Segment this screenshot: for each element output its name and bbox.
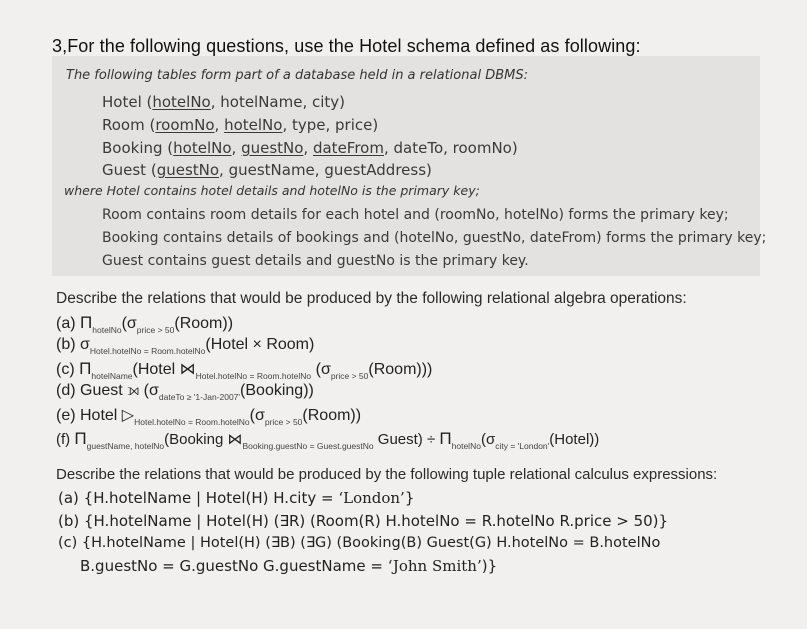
algebra-e: (e) Hotel $▷_{Hotel.hotelNo = Room.hotelNo}(\sigma_{price > 50}(Room))$ xyxy=(56,407,362,427)
key-guestNo: guestNo xyxy=(156,161,220,179)
pi-symbol: Π xyxy=(79,359,92,378)
algebra-f: (f) $\Pi_{guestName, hotelNo}(Booking$ $⋈_{Booking.guestNo = Guest.guestNo}$ Guest) ÷ $\Pi_{hotelNo}(\sigma_{city = 'London'}(Hotel))$ xyxy=(56,429,600,451)
calculus-c-line1: (c) {H.hotelName | Hotel(H) (∃B) (∃G) (Booking(B) Guest(G) H.hotelNo = B.hotelNo xyxy=(58,535,661,551)
sigma-symbol: σ xyxy=(80,336,90,353)
question-title: 3,For the following questions, use the Hotel schema defined as following: xyxy=(52,36,641,56)
sigma-symbol: σ xyxy=(254,407,265,424)
pi-symbol: Π xyxy=(74,429,87,448)
calculus-b: (b) {H.hotelName | Hotel(H) (∃R) (Room(R) H.hotelNo = R.hotelNo R.price > 50)} xyxy=(58,512,669,530)
relation-room: Room (roomNo, hotelNo, type, price) xyxy=(102,116,379,134)
pi-symbol: Π xyxy=(80,313,93,332)
relation-hotel: Hotel (hotelNo, hotelName, city) xyxy=(102,93,346,111)
sigma-symbol: σ xyxy=(320,361,331,378)
algebra-b: (b) $\sigma_{Hotel.hotelNo = Room.hotelNo}(Hotel$ × Room) xyxy=(56,336,315,356)
key-roomNo: roomNo xyxy=(155,116,215,134)
calculus-heading: Describe the relations that would be produced by the following tuple relational calculus expressions: xyxy=(56,466,718,483)
pi-symbol: Π xyxy=(439,429,452,448)
desc-guest: Guest contains guest details and guestNo is the primary key. xyxy=(102,253,529,269)
sigma-symbol: σ xyxy=(126,315,137,332)
schema-where: where Hotel contains hotel details and hotelNo is the primary key; xyxy=(64,183,480,198)
relation-booking: Booking (hotelNo, guestNo, dateFrom, dateTo, roomNo) xyxy=(102,139,518,157)
key-booking-guestNo: guestNo xyxy=(241,139,304,157)
calculus-c-line2: B.guestNo = G.guestNo G.guestName = ‘John Smith’)} xyxy=(80,557,498,575)
relation-guest: Guest (guestNo, guestName, guestAddress) xyxy=(102,161,432,179)
key-room-hotelNo: hotelNo xyxy=(224,116,283,134)
sigma-symbol: σ xyxy=(149,382,159,399)
algebra-heading: Describe the relations that would be produced by the following relational algebra operations: xyxy=(56,290,687,307)
key-booking-dateFrom: dateFrom xyxy=(312,139,384,157)
schema-intro: The following tables form part of a database held in a relational DBMS: xyxy=(66,68,528,83)
calculus-a: (a) {H.hotelName | Hotel(H) H.city = ‘London’} xyxy=(58,489,415,507)
sigma-symbol: σ xyxy=(485,431,496,448)
key-booking-hotelNo: hotelNo xyxy=(173,139,232,157)
algebra-a: (a) $\Pi_{hotelNo}(\sigma_{price > 50}(Room))$ xyxy=(56,313,234,335)
key-hotelNo: hotelNo xyxy=(152,93,211,111)
algebra-d: (d) Guest ⟕ $(\sigma_{dateTo \ge '1-Jan-2007'}(Booking))$ xyxy=(56,382,314,402)
algebra-c: (c) $\Pi_{hotelName}(Hotel$ $⋈_{Hotel.hotelNo = Room.hotelNo}$ $(\sigma_{price > 50}(Room))$) xyxy=(56,359,433,381)
desc-room: Room contains room details for each hotel and (roomNo, hotelNo) forms the primary key; xyxy=(102,207,729,223)
desc-booking: Booking contains details of bookings and (hotelNo, guestNo, dateFrom) forms the primary key; xyxy=(102,230,767,246)
